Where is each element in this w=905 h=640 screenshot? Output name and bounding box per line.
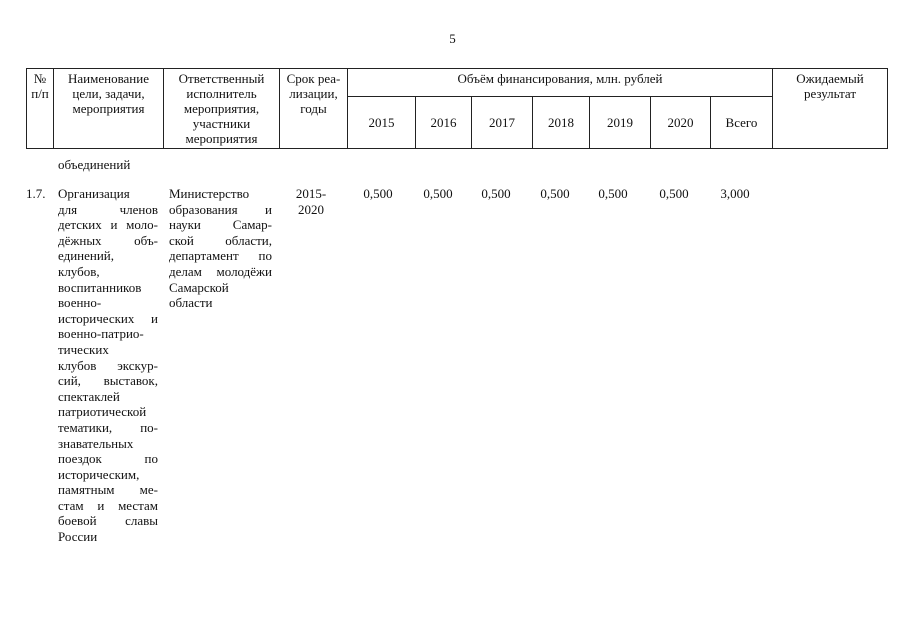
header-year-2015: 2015	[348, 97, 416, 149]
row-name-line: поездок по	[58, 451, 158, 467]
row-executor-line: науки Самар-	[169, 217, 272, 233]
row-name	[58, 186, 158, 545]
row-name-line: исторических и	[58, 310, 158, 326]
row-name-line: военно-патрио-	[58, 326, 144, 342]
header-executor: Ответственный исполнитель мероприятия, участники мероприятия	[164, 69, 280, 149]
row-number: 1.7.	[26, 186, 46, 201]
row-name-line: сий, выставок,	[58, 373, 158, 389]
header-funding: Объём финансирования, млн. рублей	[348, 69, 773, 97]
amount-2018: 0,500	[540, 186, 570, 201]
row-name-line: спектаклей	[58, 388, 120, 404]
row-name-line: боевой славы	[58, 513, 158, 529]
row-executor-line: Министерство	[169, 186, 250, 201]
program-table	[26, 68, 888, 149]
row-name-line: детских и моло-	[58, 217, 158, 233]
header-year-2017: 2017	[472, 97, 533, 149]
row-name-line: дёжных объ-	[58, 232, 158, 248]
row-executor-line: департамент по	[169, 248, 272, 264]
row-executor-line: ской области,	[169, 232, 272, 248]
row-executor-line: Самарской	[169, 279, 229, 295]
row-term-line: 2020	[298, 201, 324, 217]
header-total: Всего	[711, 97, 773, 149]
header-number: № п/п	[27, 69, 54, 149]
row-name-line: патриотической	[58, 404, 147, 420]
row-name-line: тических	[58, 341, 109, 357]
row-term	[285, 186, 337, 217]
amount-2017: 0,500	[481, 186, 511, 201]
header-year-2018: 2018	[533, 97, 590, 149]
row-name-line: единений,	[58, 248, 115, 264]
row-name-line: знавательных	[58, 435, 134, 451]
row-name-line: воспитанников	[58, 279, 142, 295]
row-name-line: России	[58, 529, 98, 545]
amount-2015: 0,500	[363, 186, 393, 201]
row-name-line: памятным ме-	[58, 482, 158, 498]
header-result: Ожидаемый результат	[773, 69, 888, 149]
row-name-line: военно-	[58, 295, 102, 311]
row-name-line: историческим,	[58, 466, 140, 482]
row-name-line: Организация	[58, 186, 130, 201]
header-term: Срок реа-лизации, годы	[280, 69, 348, 149]
row-executor-line: области	[169, 295, 213, 311]
row-executor	[169, 186, 272, 311]
amount-2016: 0,500	[423, 186, 453, 201]
row-name-line: клубов экскур-	[58, 357, 158, 373]
row-term-line: 2015-	[295, 186, 327, 201]
header-name: Наименование цели, задачи, мероприятия	[54, 69, 164, 149]
row-name-line: клубов,	[58, 263, 100, 279]
header-year-2019: 2019	[590, 97, 651, 149]
amount-2019: 0,500	[598, 186, 628, 201]
row-name-line: стам и местам	[58, 497, 158, 513]
row-executor-line: образования и	[169, 201, 272, 217]
header-year-2020: 2020	[651, 97, 711, 149]
continuation-text: объединений	[58, 157, 131, 172]
row-name-line: для членов	[58, 201, 158, 217]
amount-total: 3,000	[720, 186, 750, 201]
page-number: 5	[449, 31, 456, 46]
header-year-2016: 2016	[416, 97, 472, 149]
row-executor-line: делам молодёжи	[169, 263, 272, 279]
row-name-line: тематики, по-	[58, 419, 158, 435]
amount-2020: 0,500	[659, 186, 689, 201]
